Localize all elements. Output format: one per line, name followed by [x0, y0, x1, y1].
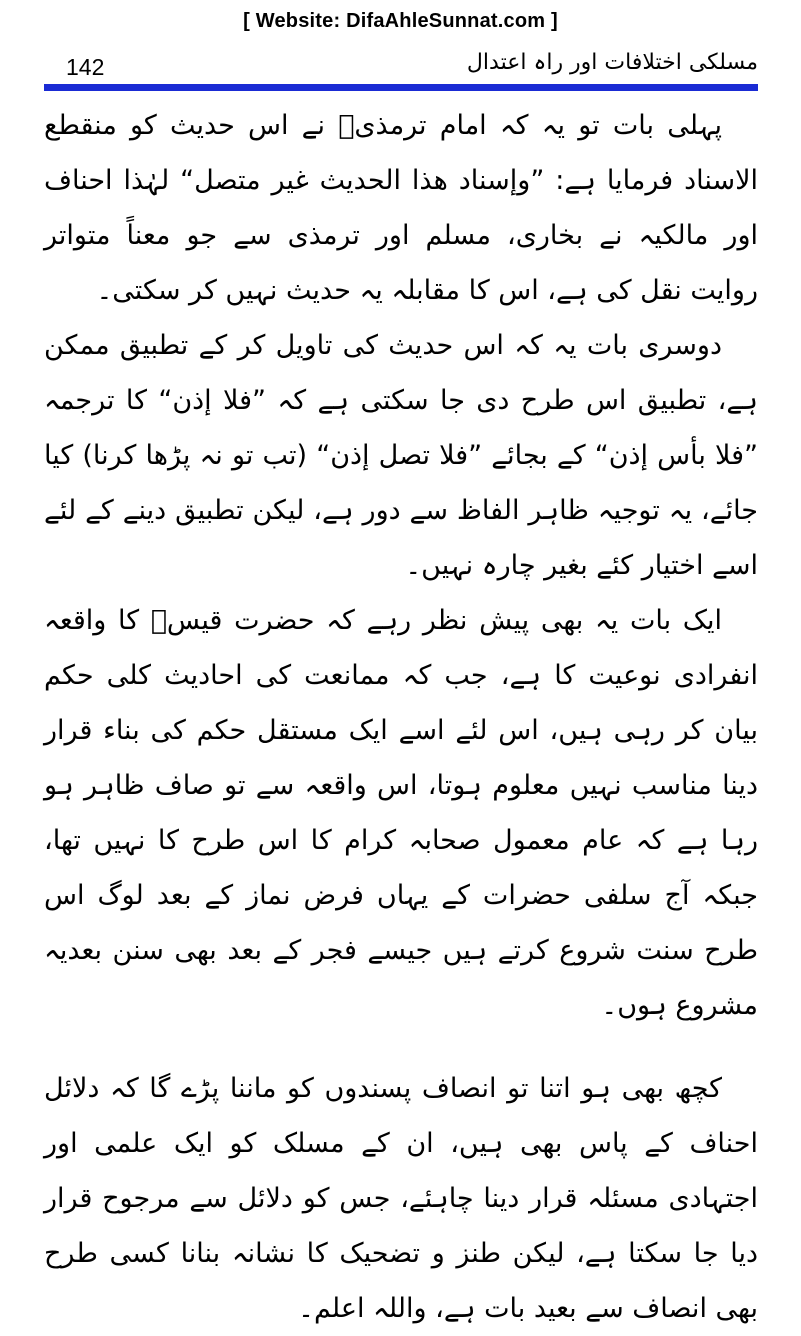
paragraph-4: کچھ بھی ہو اتنا تو انصاف پسندوں کو ماننا پڑے گا کہ دلائل احناف کے پاس بھی ہیں، ان کے مسلک کو ایک علمی اور اجتہادی مسئلہ قرار دینا چاہئے، جس کو دلائل سے مرجوح قرار دیا جا سکتا ہے، لیکن طنز و تضحیک کا نشانہ بنانا کسی طرح بھی انصاف سے بعید بات ہے، واللہ اعلم۔	[44, 1073, 758, 1324]
page-number: 142	[66, 54, 105, 80]
paragraph-3: ایک بات یہ بھی پیش نظر رہے کہ حضرت قیسؓ کا واقعہ انفرادی نوعیت کا ہے، جب کہ ممانعت کی احادیث کلی حکم بیان کر رہی ہیں، اس لئے اسے ایک مستقل حکم کی بناء قرار دینا مناسب نہیں معلوم ہوتا، اس واقعہ سے تو صاف ظاہر ہو رہا ہے کہ عام معمول صحابہ کرام کا اس طرح کا نہیں تھا، جبکہ آج سلفی حضرات کے یہاں فرض نماز کے بعد لوگ اس طرح سنت شروع کرتے ہیں جیسے فجر کے بعد بھی سنن بعدیہ مشروع ہوں۔	[44, 605, 758, 1021]
page-body	[44, 98, 758, 1336]
page-header	[44, 46, 758, 86]
paragraph-1: پہلی بات تو یہ کہ امام ترمذیؒ نے اس حدیث کو منقطع الاسناد فرمایا ہے: ”وإسناد هذا الحديث غير متصل“ لہٰذا احناف اور مالکیہ نے بخاری، مسلم اور ترمذی سے جو معناً متواتر روایت نقل کی ہے، اس کا مقابلہ یہ حدیث نہیں کر سکتی۔	[44, 110, 758, 306]
paragraph-2: دوسری بات یہ کہ اس حدیث کی تاویل کر کے تطبیق ممکن ہے، تطبیق اس طرح دی جا سکتی ہے کہ ”فلا إذن“ کا ترجمہ ”فلا بأس إذن“ کے بجائے ”فلا تصل إذن“ (تب تو نہ پڑھا کرنا) کیا جائے، یہ توجیہ ظاہر الفاظ سے دور ہے، لیکن تطبیق دینے کے لئے اسے اختیار کئے بغیر چارہ نہیں۔	[44, 330, 758, 581]
website-watermark: [ Website: DifaAhleSunnat.com ]	[243, 10, 558, 32]
running-title: مسلکی اختلافات اور راہ اعتدال	[466, 50, 758, 75]
header-rule	[44, 84, 758, 91]
